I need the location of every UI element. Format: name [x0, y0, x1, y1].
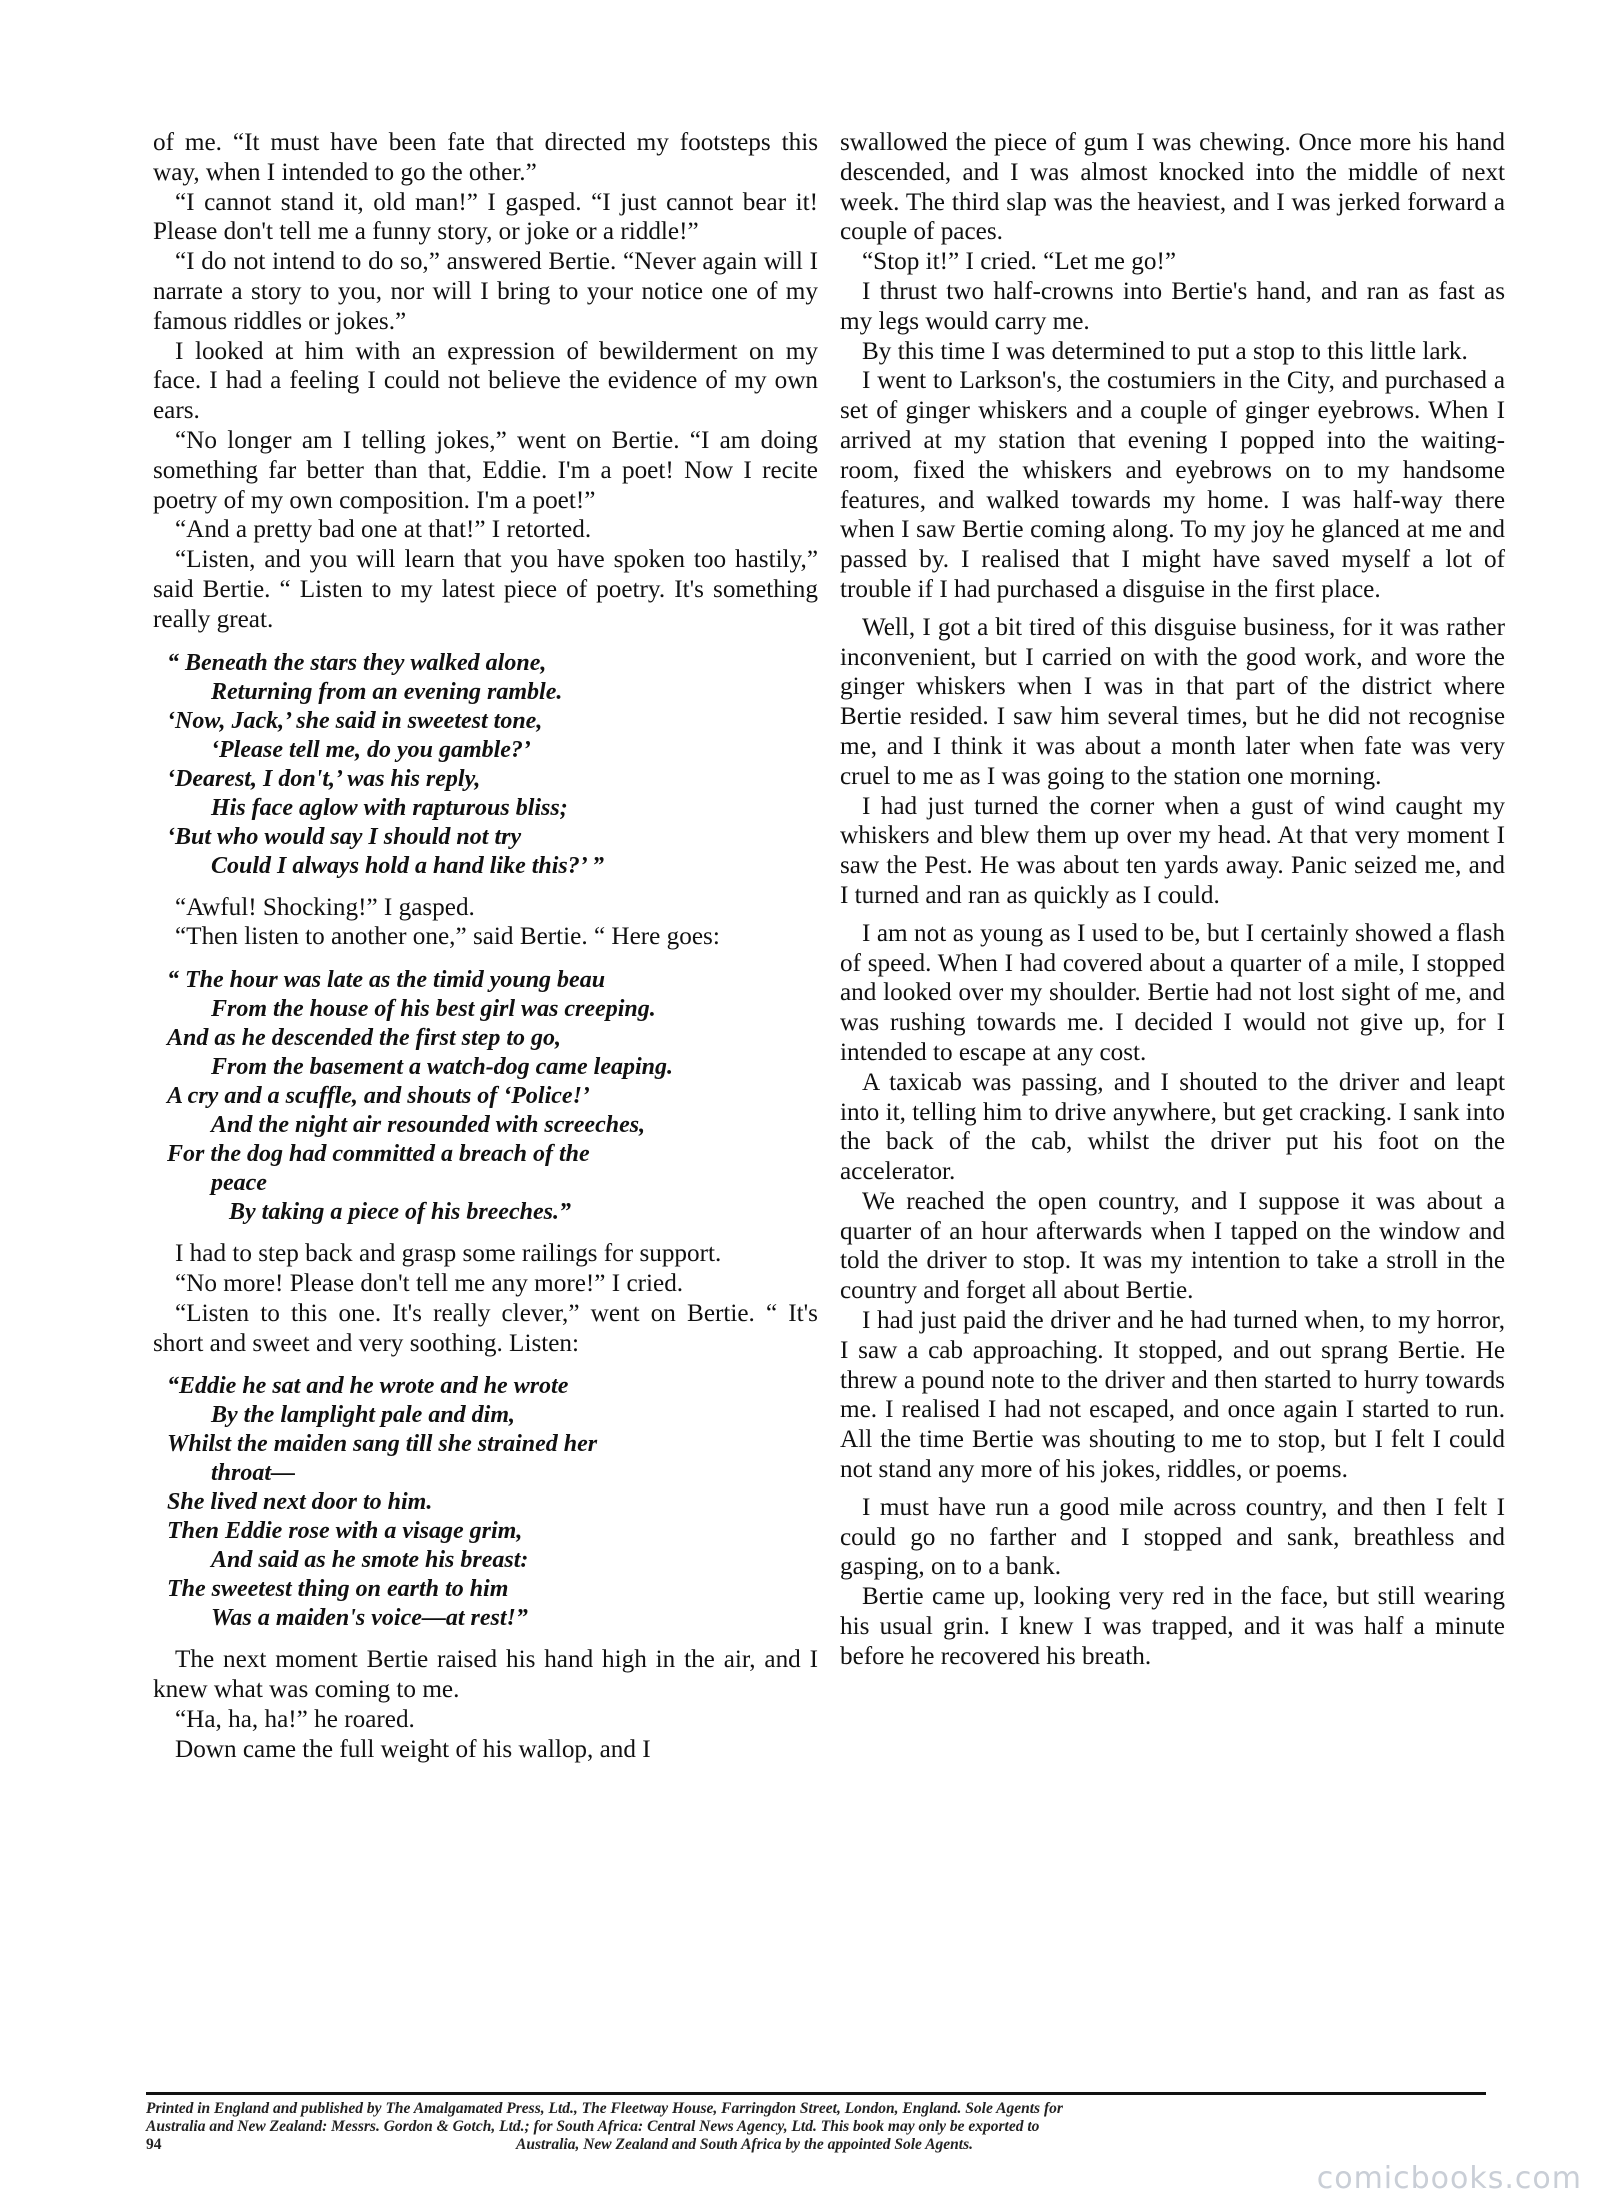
paragraph: We reached the open country, and I suppose it was about a quarter of an hour afterwards when I tapped on the window and told the driver to stop. It was my intention to take a stroll in the country and forget all about Bertie.	[840, 1187, 1505, 1305]
paragraph: I had to step back and grasp some railings for support.	[175, 1240, 722, 1268]
poem-eddie	[153, 1372, 818, 1633]
paragraph: I had just turned the corner when a gust of wind caught my whiskers and blew them up over my head. At that very moment I saw the Pest. He was about ten yards away. Panic seized me, and I turned and ran as quickly as I could.	[840, 792, 1505, 909]
poem-line: ‘Dearest, I don't,’ was his reply,	[167, 765, 481, 792]
poem-line: By the lamplight pale and dim,	[211, 1402, 516, 1429]
paragraph: Bertie came up, looking very red in the face, but still wearing his usual grin. I knew I was trapped, and it was half a minute before he recovered his breath.	[840, 1583, 1505, 1670]
watermark: comicbooks.com	[1316, 2161, 1582, 2196]
paragraph: I thrust two half-crowns into Bertie's hand, and ran as fast as my legs would carry me.	[840, 277, 1505, 335]
paragraph: I must have run a good mile across country, and then I felt I could go no farther and I stopped and sank, breathless and gasping, on to a bank.	[840, 1493, 1505, 1581]
right-column	[840, 128, 1505, 1672]
paragraph: swallowed the piece of gum I was chewing. Once more his hand descended, and I was almost knocked into the middle of next week. The third slap was the heaviest, and I was jerked forward a couple of paces.	[840, 129, 1505, 246]
poem-line: Whilst the maiden sang till she strained her	[167, 1431, 598, 1458]
paragraph: “Then listen to another one,” said Bertie. “ Here goes:	[175, 923, 720, 951]
paragraph: “I cannot stand it, old man!” I gasped. “I just cannot bear it! Please don't tell me a funny story, or joke or a riddle!”	[153, 188, 818, 246]
poem-line: By taking a piece of his breeches.”	[229, 1199, 571, 1226]
poem-stakes	[153, 649, 818, 881]
paragraph: “Stop it!” I cried. “Let me go!”	[862, 248, 1177, 276]
paragraph: I looked at him with an expression of bewilderment on my face. I had a feeling I could not believe the evidence of my own ears.	[153, 337, 818, 425]
poem-line: The sweetest thing on earth to him	[167, 1576, 509, 1603]
poem-line: And the night air resounded with screeches,	[211, 1112, 646, 1139]
poem-line: Was a maiden's voice—at rest!”	[211, 1605, 528, 1632]
imprint-line-row	[146, 2136, 1486, 2154]
paragraph: “I do not intend to do so,” answered Bertie. “Never again will I narrate a story to you, nor will I bring to your notice one of my famous riddles or jokes.”	[153, 248, 818, 335]
paragraph: “No longer am I telling jokes,” went on Bertie. “I am doing something far better than that, Eddie. I'm a poet! Now I recite poetry of my own composition. I'm a poet!”	[153, 426, 818, 514]
poem-line: peace	[211, 1170, 267, 1197]
paragraph: I went to Larkson's, the costumiers in the City, and purchased a set of ginger whiskers and a couple of ginger eyebrows. When I arrived at my station that evening I popped into the waiting-room, fixed the whiskers and eyebrows on to my handsome features, and walked towards my home. I was half-way there when I saw Bertie coming along. To my joy he glanced at me and passed by. I realised that I might have saved myself a lot of trouble if I had purchased a disguise in the first place.	[840, 367, 1505, 603]
poem-line: His face aglow with rapturous bliss;	[211, 794, 568, 821]
paragraph: of me. “It must have been fate that directed my footsteps this way, when I intended to go the other.”	[153, 129, 818, 186]
poem-line: From the house of his best girl was creeping.	[211, 996, 656, 1023]
poem-line: Then Eddie rose with a visage grim,	[167, 1518, 523, 1545]
poem-line: And as he descended the first step to go,	[167, 1025, 561, 1052]
poem-line: She lived next door to him.	[167, 1489, 433, 1516]
poem-line: A cry and a scuffle, and shouts of ‘Police!’	[167, 1083, 590, 1110]
imprint-line: Australia and New Zealand: Messrs. Gordon & Gotch, Ltd.; for South Africa: Central News Agency, Ltd. This book may only be exported to	[146, 2118, 1040, 2135]
poem-line: “Eddie he sat and he wrote and he wrote	[167, 1373, 569, 1400]
paragraph: Well, I got a bit tired of this disguise business, for it was rather inconvenient, but I carried on with the good work, and wore the ginger whiskers when I was in that part of the district where Bertie resided. I saw him several times, but he did not recognise me, and I think it was about a month later when fate was very cruel to me as I was going to the station one morning.	[840, 613, 1505, 790]
poem-line: For the dog had committed a breach of the	[167, 1141, 590, 1168]
paragraph: Down came the full weight of his wallop, and I	[175, 1735, 651, 1763]
poem-line: ‘But who would say I should not try	[167, 823, 522, 850]
paragraph: I had just paid the driver and he had turned when, to my horror, I saw a cab approaching. It stopped, and out sprang Bertie. He threw a pound note to the driver and then started to hurry towards me. I realised I had not escaped, and once again I started to run. All the time Bertie was shouting to me to stop, but I felt I could not stand any more of his jokes, riddles, or poems.	[840, 1307, 1505, 1484]
paragraph: “And a pretty bad one at that!” I retorted.	[175, 516, 592, 544]
left-column	[153, 128, 818, 1765]
paragraph: A taxicab was passing, and I shouted to the driver and leapt into it, telling him to drive anywhere, but get cracking. I sank into the back of the cab, whilst the driver put his foot on the accelerator.	[840, 1068, 1505, 1186]
paragraph: “No more! Please don't tell me any more!” I cried.	[175, 1269, 684, 1297]
paragraph: By this time I was determined to put a stop to this little lark.	[862, 337, 1468, 365]
poem-breeches	[153, 966, 818, 1227]
poem-line: Returning from an evening ramble.	[211, 678, 563, 705]
footer-divider	[146, 2092, 1486, 2095]
paragraph: “Listen, and you will learn that you have spoken too hastily,” said Bertie. “ Listen to my latest piece of poetry. It's something really great.	[153, 546, 818, 633]
imprint-footer	[146, 2100, 1486, 2154]
poem-line: “ The hour was late as the timid young beau	[167, 967, 606, 994]
imprint-line: Australia, New Zealand and South Africa by the appointed Sole Agents.	[516, 2136, 974, 2153]
poem-line: And said as he smote his breast:	[211, 1547, 529, 1574]
poem-line: throat—	[211, 1460, 296, 1487]
paragraph: “Ha, ha, ha!” he roared.	[175, 1705, 415, 1733]
page-number: 94	[146, 2136, 162, 2153]
imprint-line: Printed in England and published by The Amalgamated Press, Ltd., The Fleetway House, Farringdon Street, London, England. Sole Agents for	[146, 2100, 1063, 2117]
paragraph: I am not as young as I used to be, but I certainly showed a flash of speed. When I had covered about a quarter of a mile, I stopped and looked over my shoulder. Bertie had not lost sight of me, and was rushing towards me. I decided I would not give up, for I intended to escape at any cost.	[840, 919, 1505, 1066]
poem-line: ‘Please tell me, do you gamble?’	[211, 736, 531, 763]
paragraph: “Awful! Shocking!” I gasped.	[175, 893, 475, 921]
poem-line: From the basement a watch-dog came leaping.	[211, 1054, 673, 1081]
paragraph: “Listen to this one. It's really clever,” went on Bertie. “ It's short and sweet and very soothing. Listen:	[153, 1299, 818, 1357]
poem-line: ‘Now, Jack,’ she said in sweetest tone,	[167, 707, 543, 734]
paragraph: The next moment Bertie raised his hand high in the air, and I knew what was coming to me.	[153, 1646, 818, 1704]
poem-line: “ Beneath the stars they walked alone,	[167, 649, 547, 676]
poem-line: Could I always hold a hand like this?’ ”	[211, 852, 604, 879]
